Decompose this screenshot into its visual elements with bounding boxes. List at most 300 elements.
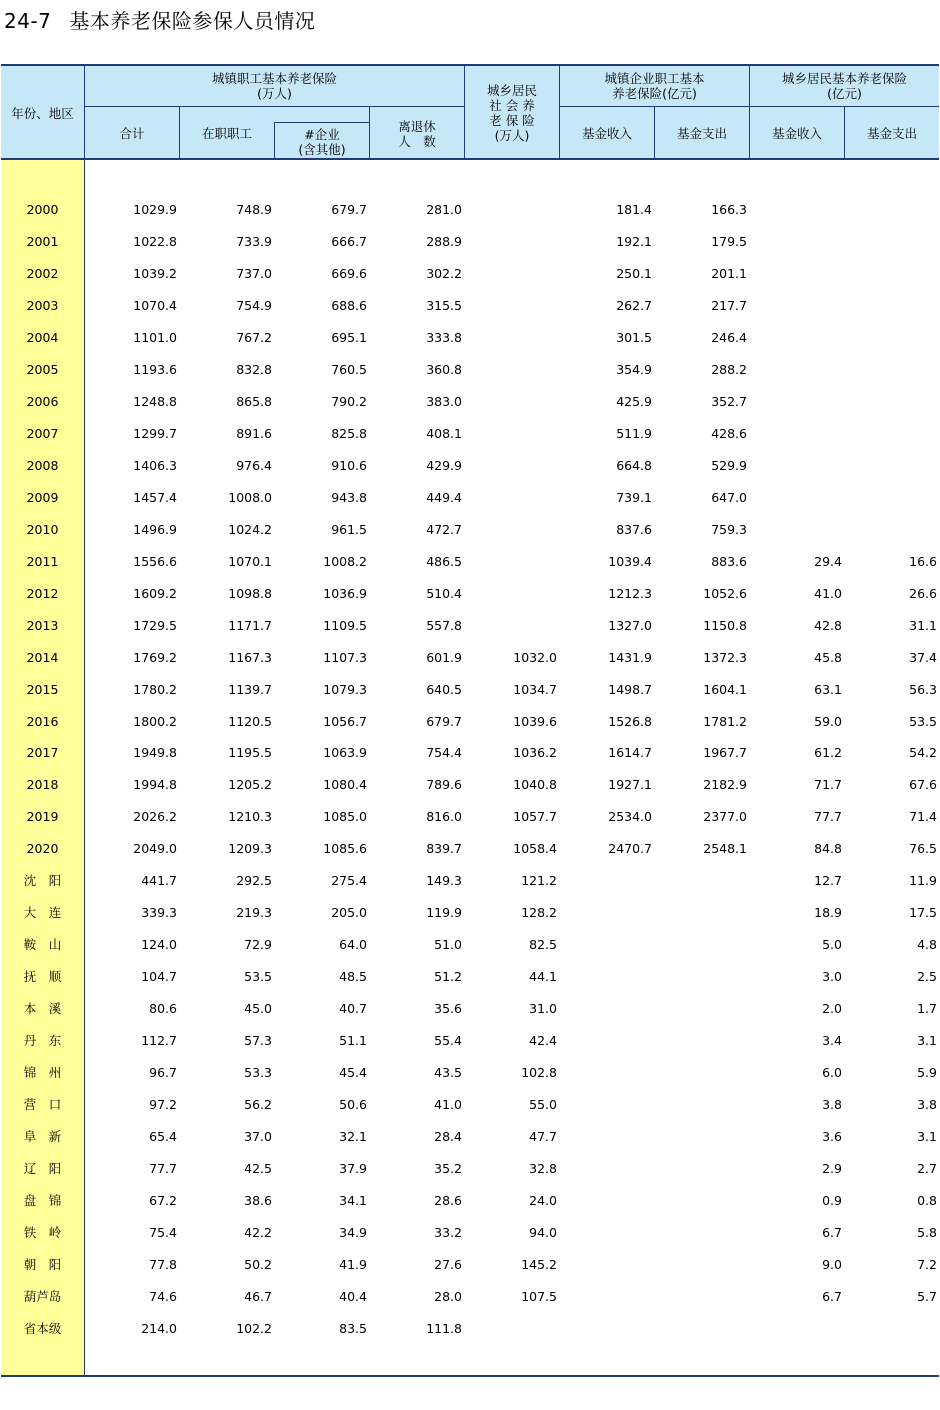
- cell-res-expense: [847, 258, 937, 290]
- cell-enterprise: 679.7: [331, 202, 367, 217]
- table-row: [0, 737, 940, 769]
- cell-resident: 107.5: [521, 1288, 557, 1304]
- cell-total: 77.8: [149, 1257, 177, 1272]
- row-label: 2011: [26, 553, 59, 569]
- cell-fund-expense: [657, 1249, 747, 1281]
- cell-enterprise: 275.4: [331, 873, 367, 889]
- cell-enterprise: 1008.2: [323, 553, 367, 569]
- cell-fund-income: 425.9: [616, 393, 652, 409]
- cell-resident: 44.1: [529, 969, 557, 985]
- cell-in-service: 748.9: [236, 202, 272, 217]
- table-row: [0, 258, 940, 290]
- cell-fund-expense: 288.2: [711, 361, 747, 377]
- cell-retired: 472.7: [426, 521, 462, 537]
- cell-fund-income: [562, 1249, 652, 1281]
- table-row: [0, 993, 940, 1025]
- cell-fund-expense: 2548.1: [703, 841, 747, 857]
- cell-res-expense: 4.8: [917, 937, 937, 953]
- table-row: [0, 514, 940, 546]
- row-label: 2016: [26, 713, 59, 729]
- cell-enterprise: 760.5: [331, 361, 367, 377]
- cell-enterprise: 961.5: [331, 521, 367, 537]
- cell-total: 1299.7: [133, 425, 177, 441]
- cell-retired: 35.6: [434, 1001, 462, 1017]
- cell-res-expense: 7.2: [917, 1257, 937, 1272]
- table-row: [0, 322, 940, 354]
- cell-in-service: 42.2: [244, 1225, 272, 1241]
- table-row: [0, 1089, 940, 1121]
- cell-total: 1609.2: [133, 585, 177, 601]
- cell-res-income: [752, 450, 842, 482]
- table-row: [0, 865, 940, 897]
- table-row: [0, 482, 940, 514]
- table-row: [0, 290, 940, 322]
- cell-resident: 121.2: [521, 873, 557, 889]
- cell-fund-expense: 1781.2: [703, 713, 747, 729]
- cell-total: 96.7: [149, 1065, 177, 1081]
- cell-fund-expense: 883.6: [711, 553, 747, 569]
- table-row: [0, 801, 940, 833]
- cell-resident: [467, 418, 557, 450]
- row-label: 2018: [26, 777, 59, 793]
- cell-res-expense: 3.8: [917, 1097, 937, 1113]
- cell-resident: 94.0: [529, 1225, 557, 1241]
- cell-res-expense: [847, 450, 937, 482]
- cell-in-service: 292.5: [236, 873, 272, 889]
- cell-fund-expense: [657, 1121, 747, 1153]
- header-year-region: 年份、地区: [11, 105, 74, 121]
- cell-retired: 55.4: [434, 1033, 462, 1049]
- cell-res-income: 0.9: [822, 1193, 842, 1209]
- cell-total: 112.7: [141, 1033, 177, 1049]
- cell-res-expense: 56.3: [909, 681, 937, 697]
- cell-fund-expense: 179.5: [711, 233, 747, 249]
- header-retired: 离退休 人 数: [398, 118, 436, 149]
- header-resident-fund-income: 基金收入: [771, 126, 822, 141]
- cell-enterprise: 45.4: [339, 1065, 367, 1081]
- cell-fund-income: 1212.3: [608, 585, 652, 601]
- cell-retired: 839.7: [426, 841, 462, 857]
- cell-res-income: [752, 386, 842, 418]
- cell-res-expense: [847, 354, 937, 386]
- cell-resident: [467, 290, 557, 322]
- cell-fund-income: [562, 865, 652, 897]
- cell-res-income: [752, 354, 842, 386]
- cell-res-expense: [847, 1313, 937, 1345]
- cell-fund-expense: 201.1: [711, 265, 747, 281]
- cell-res-income: 3.4: [822, 1033, 842, 1049]
- cell-in-service: 865.8: [236, 393, 272, 409]
- row-label: 2002: [26, 265, 59, 281]
- cell-in-service: 733.9: [236, 233, 272, 249]
- cell-res-expense: 2.7: [917, 1161, 937, 1177]
- cell-in-service: 37.0: [244, 1129, 272, 1145]
- cell-enterprise: 64.0: [339, 937, 367, 953]
- cell-in-service: 1210.3: [228, 809, 272, 825]
- cell-enterprise: 1063.9: [323, 745, 367, 761]
- cell-fund-expense: 352.7: [711, 393, 747, 409]
- cell-in-service: 737.0: [236, 265, 272, 281]
- cell-fund-expense: 1372.3: [703, 649, 747, 665]
- cell-res-expense: [847, 226, 937, 258]
- header-total: 合计: [119, 126, 145, 141]
- row-label: 2012: [26, 585, 59, 601]
- cell-enterprise: 1079.3: [323, 681, 367, 697]
- table-row: [0, 354, 940, 386]
- cell-fund-expense: 166.3: [711, 202, 747, 217]
- row-label: 2005: [26, 361, 59, 377]
- cell-enterprise: 910.6: [331, 457, 367, 473]
- cell-resident: [467, 1313, 557, 1345]
- header-urban-employee-group: 城镇职工基本养老保险 (万人): [211, 71, 337, 101]
- cell-res-expense: 1.7: [917, 1001, 937, 1017]
- cell-fund-income: [562, 1121, 652, 1153]
- cell-res-income: [752, 290, 842, 322]
- cell-total: 214.0: [141, 1320, 177, 1336]
- cell-total: 441.7: [141, 873, 177, 889]
- cell-fund-expense: 1150.8: [703, 617, 747, 633]
- cell-enterprise: 205.0: [331, 905, 367, 921]
- table-row: [0, 194, 940, 226]
- cell-fund-expense: [657, 1153, 747, 1185]
- cell-resident: 1040.8: [513, 777, 557, 793]
- row-label: 2019: [26, 809, 59, 825]
- cell-resident: 31.0: [529, 1001, 557, 1017]
- row-label: 铁 岭: [23, 1225, 62, 1241]
- table-bottom-rule: [1, 1375, 939, 1377]
- table-row: [0, 961, 940, 993]
- cell-fund-income: 2470.7: [608, 841, 652, 857]
- cell-resident: 1032.0: [513, 649, 557, 665]
- cell-fund-expense: 1967.7: [703, 745, 747, 761]
- table-row: [0, 929, 940, 961]
- cell-fund-income: [562, 1153, 652, 1185]
- header-resident-fund-expense: 基金支出: [866, 126, 917, 141]
- cell-fund-income: [562, 897, 652, 929]
- cell-res-expense: [847, 322, 937, 354]
- cell-retired: 28.0: [434, 1288, 462, 1304]
- cell-in-service: 767.2: [236, 329, 272, 345]
- cell-total: 1101.0: [133, 329, 177, 345]
- table-row: [0, 418, 940, 450]
- row-label: 葫芦岛: [23, 1288, 62, 1304]
- cell-total: 339.3: [141, 905, 177, 921]
- cell-fund-income: 1039.4: [608, 553, 652, 569]
- cell-res-expense: 16.6: [909, 553, 937, 569]
- cell-res-income: 59.0: [814, 713, 842, 729]
- cell-res-income: 84.8: [814, 841, 842, 857]
- cell-enterprise: 1085.0: [323, 809, 367, 825]
- cell-in-service: 53.5: [244, 969, 272, 985]
- table-row: [0, 833, 940, 865]
- row-label: 2013: [26, 617, 59, 633]
- cell-in-service: 1024.2: [228, 521, 272, 537]
- cell-fund-expense: 1604.1: [703, 681, 747, 697]
- cell-enterprise: 1036.9: [323, 585, 367, 601]
- cell-fund-income: [562, 1089, 652, 1121]
- cell-retired: 816.0: [426, 809, 462, 825]
- table-row: [0, 1153, 940, 1185]
- cell-enterprise: 34.1: [339, 1193, 367, 1209]
- cell-enterprise: 666.7: [331, 233, 367, 249]
- cell-res-expense: 3.1: [917, 1033, 937, 1049]
- cell-resident: 1058.4: [513, 841, 557, 857]
- row-label: 2007: [26, 425, 59, 441]
- cell-res-income: 61.2: [814, 745, 842, 761]
- cell-total: 1729.5: [133, 617, 177, 633]
- cell-fund-expense: [657, 1281, 747, 1313]
- cell-retired: 43.5: [434, 1065, 462, 1081]
- cell-resident: [467, 386, 557, 418]
- cell-in-service: 1209.3: [228, 841, 272, 857]
- row-label: 沈 阳: [23, 873, 62, 889]
- row-label: 省本级: [23, 1320, 62, 1336]
- cell-resident: 145.2: [521, 1257, 557, 1272]
- cell-fund-income: [562, 1057, 652, 1089]
- cell-fund-income: 1498.7: [608, 681, 652, 697]
- cell-resident: 128.2: [521, 905, 557, 921]
- cell-fund-expense: 2182.9: [703, 777, 747, 793]
- cell-fund-income: [562, 1185, 652, 1217]
- cell-retired: 149.3: [426, 873, 462, 889]
- cell-enterprise: 40.7: [339, 1001, 367, 1017]
- cell-in-service: 1098.8: [228, 585, 272, 601]
- cell-fund-expense: [657, 897, 747, 929]
- cell-retired: 429.9: [426, 457, 462, 473]
- cell-in-service: 53.3: [244, 1065, 272, 1081]
- cell-res-income: 6.7: [822, 1288, 842, 1304]
- header-fund-income: 基金收入: [581, 126, 632, 141]
- cell-total: 1406.3: [133, 457, 177, 473]
- cell-total: 97.2: [149, 1097, 177, 1113]
- cell-fund-expense: [657, 961, 747, 993]
- cell-retired: 315.5: [426, 297, 462, 313]
- header-resident-fund-group: 城乡居民基本养老保险 (亿元): [781, 71, 907, 101]
- row-label: 2009: [26, 489, 59, 505]
- cell-in-service: 1120.5: [228, 713, 272, 729]
- cell-res-income: 3.8: [822, 1097, 842, 1113]
- cell-res-expense: 0.8: [917, 1193, 937, 1209]
- cell-total: 1193.6: [133, 361, 177, 377]
- cell-resident: [467, 258, 557, 290]
- cell-res-expense: 76.5: [909, 841, 937, 857]
- cell-total: 2049.0: [133, 841, 177, 857]
- cell-in-service: 56.2: [244, 1097, 272, 1113]
- cell-res-expense: [847, 418, 937, 450]
- cell-in-service: 50.2: [244, 1257, 272, 1272]
- cell-res-income: 2.0: [822, 1001, 842, 1017]
- table-row: [0, 1217, 940, 1249]
- cell-retired: 302.2: [426, 265, 462, 281]
- row-label: 2014: [26, 649, 59, 665]
- cell-retired: 679.7: [426, 713, 462, 729]
- cell-res-expense: [847, 514, 937, 546]
- cell-res-expense: 5.7: [917, 1288, 937, 1304]
- cell-fund-expense: 647.0: [711, 489, 747, 505]
- cell-resident: [467, 226, 557, 258]
- cell-fund-income: 181.4: [616, 202, 652, 217]
- cell-resident: 1039.6: [513, 713, 557, 729]
- header-enterprise: #企业 (含其他): [298, 126, 346, 157]
- row-label: 2015: [26, 681, 59, 697]
- cell-res-income: [752, 322, 842, 354]
- cell-fund-income: [562, 929, 652, 961]
- row-label: 朝 阳: [23, 1257, 62, 1272]
- cell-fund-expense: [657, 993, 747, 1025]
- cell-resident: [467, 482, 557, 514]
- cell-retired: 288.9: [426, 233, 462, 249]
- cell-in-service: 38.6: [244, 1193, 272, 1209]
- table-row: [0, 706, 940, 738]
- cell-retired: 383.0: [426, 393, 462, 409]
- row-label: 2004: [26, 329, 59, 345]
- cell-fund-income: 192.1: [616, 233, 652, 249]
- cell-retired: 360.8: [426, 361, 462, 377]
- cell-total: 1994.8: [133, 777, 177, 793]
- cell-fund-expense: [657, 1025, 747, 1057]
- cell-res-income: 5.0: [822, 937, 842, 953]
- cell-res-expense: 54.2: [909, 745, 937, 761]
- row-label: 2000: [26, 202, 59, 217]
- row-label: 2008: [26, 457, 59, 473]
- cell-total: 104.7: [141, 969, 177, 985]
- cell-resident: 82.5: [529, 937, 557, 953]
- row-label: 本 溪: [23, 1001, 62, 1017]
- cell-res-expense: 5.9: [917, 1065, 937, 1081]
- cell-res-income: [752, 226, 842, 258]
- cell-total: 1949.8: [133, 745, 177, 761]
- cell-resident: 55.0: [529, 1097, 557, 1113]
- cell-enterprise: 1085.6: [323, 841, 367, 857]
- cell-fund-income: 1927.1: [608, 777, 652, 793]
- cell-res-income: 18.9: [814, 905, 842, 921]
- cell-fund-expense: [657, 1313, 747, 1345]
- cell-fund-expense: [657, 1217, 747, 1249]
- cell-in-service: 1195.5: [228, 745, 272, 761]
- table-number: 24-7: [4, 9, 52, 33]
- cell-enterprise: 48.5: [339, 969, 367, 985]
- cell-total: 80.6: [149, 1001, 177, 1017]
- row-label: 锦 州: [23, 1065, 62, 1081]
- cell-res-income: 42.8: [814, 617, 842, 633]
- cell-resident: [467, 546, 557, 578]
- cell-in-service: 1139.7: [228, 681, 272, 697]
- cell-enterprise: 790.2: [331, 393, 367, 409]
- cell-total: 1248.8: [133, 393, 177, 409]
- cell-fund-expense: 759.3: [711, 521, 747, 537]
- cell-total: 1070.4: [133, 297, 177, 313]
- row-label: 2006: [26, 393, 59, 409]
- cell-fund-expense: [657, 929, 747, 961]
- cell-res-income: 3.6: [822, 1129, 842, 1145]
- cell-fund-income: 301.5: [616, 329, 652, 345]
- cell-in-service: 219.3: [236, 905, 272, 921]
- table-row: [0, 546, 940, 578]
- cell-retired: 640.5: [426, 681, 462, 697]
- cell-retired: 111.8: [426, 1320, 462, 1336]
- cell-enterprise: 695.1: [331, 329, 367, 345]
- cell-total: 1457.4: [133, 489, 177, 505]
- cell-fund-expense: [657, 1185, 747, 1217]
- cell-fund-income: [562, 1217, 652, 1249]
- header-in-service: 在职职工: [201, 126, 252, 141]
- row-label: 2010: [26, 521, 59, 537]
- cell-retired: 557.8: [426, 617, 462, 633]
- table-row: [0, 897, 940, 929]
- cell-enterprise: 83.5: [339, 1320, 367, 1336]
- cell-fund-income: 2534.0: [608, 809, 652, 825]
- cell-in-service: 754.9: [236, 297, 272, 313]
- cell-res-expense: 26.6: [909, 585, 937, 601]
- cell-resident: 32.8: [529, 1161, 557, 1177]
- cell-total: 77.7: [149, 1161, 177, 1177]
- table-row: [0, 1121, 940, 1153]
- cell-in-service: 1008.0: [228, 489, 272, 505]
- cell-total: 124.0: [141, 937, 177, 953]
- cell-resident: 47.7: [529, 1129, 557, 1145]
- table-row: [0, 1281, 940, 1313]
- cell-resident: 24.0: [529, 1193, 557, 1209]
- cell-fund-income: [562, 1313, 652, 1345]
- cell-fund-income: 262.7: [616, 297, 652, 313]
- cell-resident: 1034.7: [513, 681, 557, 697]
- cell-fund-income: [562, 1281, 652, 1313]
- cell-res-expense: [847, 386, 937, 418]
- cell-fund-income: 1431.9: [608, 649, 652, 665]
- page-title: [4, 5, 315, 34]
- cell-in-service: 57.3: [244, 1033, 272, 1049]
- table-row: [0, 769, 940, 801]
- cell-res-income: 2.9: [822, 1161, 842, 1177]
- cell-total: 1039.2: [133, 265, 177, 281]
- cell-total: 1769.2: [133, 649, 177, 665]
- cell-fund-expense: 428.6: [711, 425, 747, 441]
- cell-in-service: 1167.3: [228, 649, 272, 665]
- cell-total: 1556.6: [133, 553, 177, 569]
- cell-fund-income: [562, 961, 652, 993]
- cell-retired: 33.2: [434, 1225, 462, 1241]
- cell-enterprise: 669.6: [331, 265, 367, 281]
- row-label: 大 连: [23, 905, 62, 921]
- cell-resident: [467, 322, 557, 354]
- cell-in-service: 72.9: [244, 937, 272, 953]
- cell-resident: [467, 610, 557, 642]
- cell-resident: 1057.7: [513, 809, 557, 825]
- cell-in-service: 891.6: [236, 425, 272, 441]
- cell-in-service: 45.0: [244, 1001, 272, 1017]
- table-title: 基本养老保险参保人员情况: [69, 9, 316, 33]
- cell-retired: 789.6: [426, 777, 462, 793]
- cell-fund-expense: 217.7: [711, 297, 747, 313]
- cell-res-income: [752, 194, 842, 226]
- table-row: [0, 610, 940, 642]
- cell-res-expense: 2.5: [917, 969, 937, 985]
- table-row: [0, 1185, 940, 1217]
- cell-res-income: [752, 1313, 842, 1345]
- header-fund-expense: 基金支出: [676, 126, 727, 141]
- row-label: 2017: [26, 745, 59, 761]
- cell-res-income: [752, 514, 842, 546]
- cell-total: 75.4: [149, 1225, 177, 1241]
- cell-resident: [467, 354, 557, 386]
- row-label: 2001: [26, 233, 59, 249]
- cell-in-service: 832.8: [236, 361, 272, 377]
- cell-res-income: [752, 418, 842, 450]
- row-label: 阜 新: [23, 1129, 62, 1145]
- cell-res-expense: 11.9: [909, 873, 937, 889]
- cell-res-income: 9.0: [822, 1257, 842, 1272]
- cell-in-service: 976.4: [236, 457, 272, 473]
